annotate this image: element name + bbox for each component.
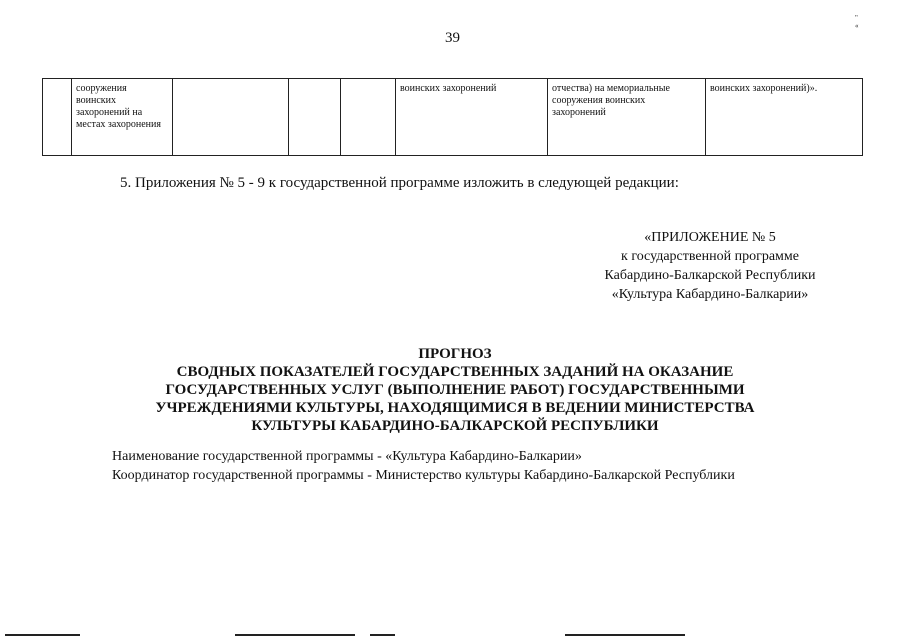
appendix-header (560, 228, 860, 304)
document-heading (90, 345, 820, 435)
heading-line: УЧРЕЖДЕНИЯМИ КУЛЬТУРЫ, НАХОДЯЩИМИСЯ В ВЕДЕНИИ МИНИСТЕРСТВА (155, 400, 755, 416)
table-cell (43, 79, 72, 156)
page-number: 39 (445, 30, 460, 46)
heading-line: ГОСУДАРСТВЕННЫХ УСЛУГ (ВЫПОЛНЕНИЕ РАБОТ) ГОСУДАРСТВЕННЫМИ (165, 382, 745, 398)
appendix-line: Кабардино-Балкарской Республики (604, 268, 816, 283)
scan-edge-line (370, 634, 395, 636)
appendix-title: «ПРИЛОЖЕНИЕ № 5 (644, 230, 776, 245)
amendment-paragraph: 5. Приложения № 5 - 9 к государственной программе изложить в следующей редакции: (120, 175, 679, 191)
continuation-table (42, 78, 863, 156)
table-cell (341, 79, 396, 156)
table-row (43, 79, 863, 156)
table-cell (289, 79, 341, 156)
table-cell: сооружения воинских захоронений на местах захоронения (72, 79, 173, 156)
appendix-line: «Культура Кабардино-Балкарии» (611, 287, 809, 302)
table-cell: отчества) на мемориальные сооружения воинских захоронений (548, 79, 706, 156)
table-cell (173, 79, 289, 156)
heading-line: КУЛЬТУРЫ КАБАРДИНО-БАЛКАРСКОЙ РЕСПУБЛИКИ (251, 418, 659, 434)
scan-edge-line (235, 634, 355, 636)
heading-title: ПРОГНОЗ (418, 346, 492, 362)
program-name: Наименование государственной программы - «Культура Кабардино-Балкарии» (112, 449, 582, 464)
heading-line: СВОДНЫХ ПОКАЗАТЕЛЕЙ ГОСУДАРСТВЕННЫХ ЗАДАНИЙ НА ОКАЗАНИЕ (176, 364, 734, 380)
scan-edge-line (5, 634, 80, 636)
program-info (112, 447, 735, 485)
scan-marks: " « (855, 14, 881, 30)
program-coordinator: Координатор государственной программы - Министерство культуры Кабардино-Балкарской Республики (112, 468, 735, 483)
appendix-line: к государственной программе (621, 249, 799, 264)
table-cell: воинских захоронений)». (706, 79, 863, 156)
scan-edge-line (565, 634, 685, 636)
table-cell: воинских захоронений (396, 79, 548, 156)
